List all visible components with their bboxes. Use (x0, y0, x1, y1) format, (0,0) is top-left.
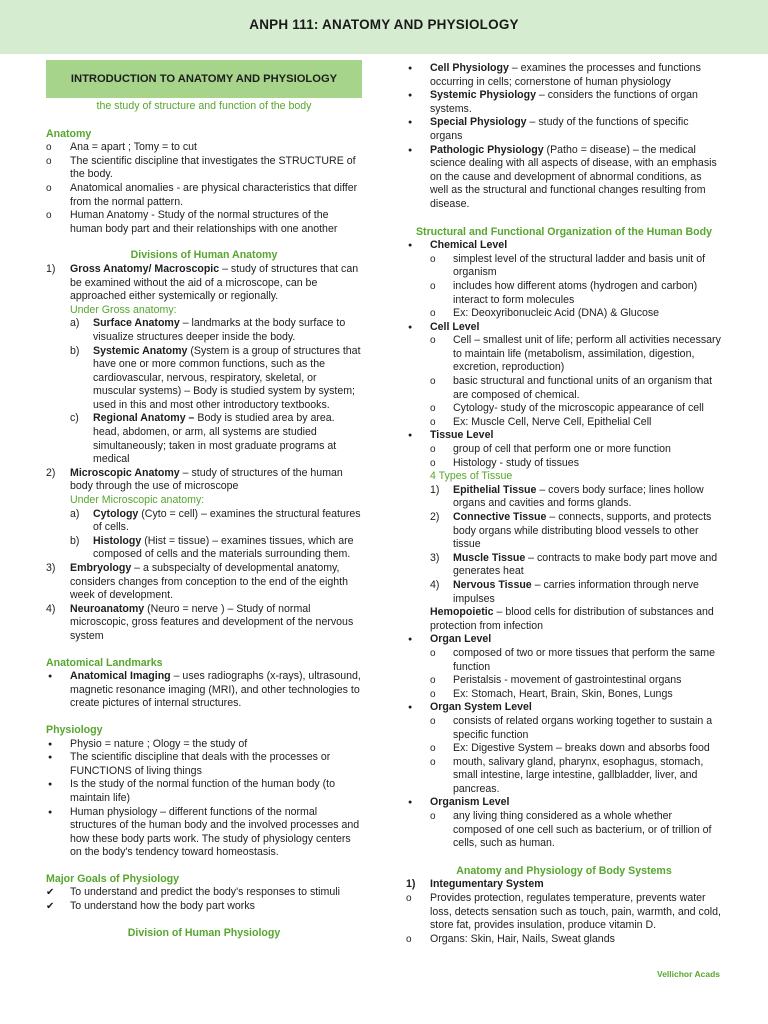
list-item: o includes how different atoms (hydrogen and carbon) interact to form molecules (430, 280, 722, 307)
list-item: 1) Gross Anatomy/ Macroscopic – study of structures that can be examined without the aid of a microscope, can be approached either systemically or regionally. Under Gross anatomy: a) Surface Anatomy – landmarks at the body surface to visualize structures deeper inside the body. b) Systemic Anatomy (System is a group of structures that have one or more common functions, such as the cardiovascular, nervous, respiratory, skeletal, or muscular systems) – Body is studied system by system; used in this and most other introductory textbooks. c) Regional Anatomy – Body is studied area by area. head, abdomen, or arm, all systems are studied simultaneously; taken in most graduate programs at medical (46, 262, 361, 466)
list-item: ● Anatomical Imaging – uses radiographs (x-rays), ultrasound, magnetic resonance imaging (MRI), and other technologies to create pictures of internal structures. (46, 670, 362, 711)
list-item: ✔ To understand how the body part works (46, 900, 362, 914)
list-item: o basic structural and functional units of an organism that are composed of chemical. (430, 375, 722, 402)
landmarks-list (46, 670, 362, 711)
goals-list (46, 886, 362, 913)
tissue-types-label: 4 Types of Tissue (430, 470, 513, 483)
list-item: a) Cytology (Cyto = cell) – examines the structural features of cells. (70, 507, 361, 534)
list-item: o consists of related organs working together to sustain a specific function (430, 715, 722, 742)
list-item: 4) Neuroanatomy (Neuro = nerve ) – Study of normal microscopic, gross features and development of the nervous system (46, 602, 354, 642)
list-item: ● Organism Level o any living thing considered as a whole whether composed of one cell such as bacterium, or of trillion of cells, such as human. (406, 796, 722, 850)
list-item: ● Chemical Level o simplest level of the structural ladder and basis unit of organism o includes how different atoms (hydrogen and carbon) interact to form molecules o Ex: Deoxyribonucleic Acid (DNA) & Glucose (406, 239, 722, 321)
list-item: b) Histology (Hist = tissue) – examines tissues, which are composed of cells and the materials surrounding them. (70, 534, 354, 561)
list-item: ● Organ System Level o consists of related organs working together to sustain a specific function o Ex: Digestive System – breaks down and absorbs food o mouth, salivary gland, pharynx, esophagus, stomach, small intestine, large intestine, gallbladder, liver, and pancreas. (406, 701, 722, 796)
list-item: o Ex: Digestive System – breaks down and absorbs food (430, 742, 722, 756)
list-item: ● Cell Physiology – examines the processes and functions occurring in cells; cornerstone of human physiology (406, 62, 722, 89)
list-item: 3) Embryology – a subspecialty of developmental anatomy, considers changes from conception to the end of the eighth week of development. (46, 562, 348, 602)
body-systems-heading: Anatomy and Physiology of Body Systems (456, 864, 672, 877)
intro-title: INTRODUCTION TO ANATOMY AND PHYSIOLOGY (70, 72, 338, 85)
check-icon (46, 900, 68, 914)
anatomy-list (46, 141, 362, 236)
list-item: b) Systemic Anatomy (System is a group of structures that have one or more common functions, such as the cardiovascular, nervous, respiratory, skeletal, or muscular systems) – Body is studied system by system; used in this and most other introductory textbooks. (70, 344, 361, 411)
organization-heading: Structural and Functional Organization of the Human Body (415, 225, 713, 238)
list-item: o Cell – smallest unit of life; perform all activities necessary to maintain life (metabolism, assimilation, digestion, excretion, reproduction) (430, 334, 722, 375)
levels-list (406, 239, 722, 851)
list-item: ● Special Physiology – study of the functions of specific organs (406, 116, 722, 143)
list-item: 2) Connective Tissue – connects, supports, and protects body organs while distributing blood vessels to other tissue (430, 511, 712, 551)
left-column (46, 60, 362, 940)
intro-subtitle: the study of structure and function of the body (96, 100, 312, 112)
list-item: 3) Muscle Tissue – contracts to make body part move and generates heat (430, 551, 718, 578)
list-item: o Ex: Muscle Cell, Nerve Cell, Epithelial Cell (430, 416, 722, 430)
footer-credit: Vellichor Acads (657, 969, 720, 979)
list-item: o Organs: Skin, Hair, Nails, Sweat glands (406, 933, 722, 947)
check-icon (46, 886, 68, 900)
list-item: c) Regional Anatomy – Body is studied area by area. head, abdomen, or arm, all systems are studied simultaneously; taken in most graduate programs at medical (70, 412, 337, 466)
right-column (406, 62, 722, 946)
list-item: o Histology - study of tissues (430, 457, 722, 471)
list-item: o mouth, salivary gland, pharynx, esophagus, stomach, small intestine, large intestine, gallbladder, liver, and pancreas. (430, 756, 722, 797)
list-item: ● Tissue Level o group of cell that perform one or more function o Histology - study of tissues 4 Types of Tissue 1) Epithelial Tissue – covers body surface; lines hollow organs and cavities and forms glands. 2) Connective Tissue – connects, supports, and protects body organs while distributing blood vessels to other tissue 3) Muscle Tissue – contracts to make body part move and generates heat 4) Nervous Tissue – carries information through nerve impulses Hemopoietic – blood cells for distribution of substances and protection from infection (406, 429, 722, 633)
list-item: o Ex: Deoxyribonucleic Acid (DNA) & Glucose (430, 307, 722, 321)
list-item: 4) Nervous Tissue – carries information through nerve impulses (430, 578, 699, 605)
physiology-list (46, 738, 362, 860)
page-title: ANPH 111: ANATOMY AND PHYSIOLOGY (249, 17, 519, 32)
list-item: o Human Anatomy - Study of the normal structures of the human body part and their relationships with one another (46, 209, 362, 236)
divisions-list (46, 263, 362, 644)
list-item: ● The scientific discipline that deals with the processes or FUNCTIONS of living things (46, 751, 362, 778)
list-item: a) Surface Anatomy – landmarks at the body surface to visualize structures deeper inside the body. (70, 317, 346, 343)
list-item: o group of cell that perform one or more function (430, 443, 722, 457)
list-item: o simplest level of the structural ladder and basis unit of organism (430, 253, 722, 280)
micro-under-label: Under Microscopic anatomy: (70, 494, 205, 507)
list-item: o composed of two or more tissues that perform the same function (430, 647, 722, 674)
physiology-divisions-list (406, 62, 722, 212)
list-item: ● Pathologic Physiology (Patho = disease) – the medical science dealing with all aspects of disease, with an emphasis on the cause and development of abnormal conditions, as well as the structural and functional changes resulting from disease. (406, 144, 722, 212)
page-header (0, 0, 768, 54)
list-item: 1) Epithelial Tissue – covers body surface; lines hollow organs and cavities and forms glands. (430, 483, 704, 510)
division-physiology-heading: Division of Human Physiology (127, 926, 281, 939)
list-item: o Provides protection, regulates temperature, prevents water loss, detects sensation such as touch, pain, warmth, and cold, store fat, provides insulation, produce vitamin D. (406, 892, 722, 933)
list-item: o any living thing considered as a whole whether composed of one cell such as bacterium, or of trillion of cells, such as human. (430, 810, 722, 851)
list-item: ● Cell Level o Cell – smallest unit of life; perform all activities necessary to maintain life (metabolism, assimilation, digestion, excretion, reproduction) o basic structural and functional units of an organism that are composed of chemical. o Cytology- study of the microscopic appearance of cell o Ex: Muscle Cell, Nerve Cell, Epithelial Cell (406, 321, 722, 430)
list-item: ● Systemic Physiology – considers the functions of organ systems. (406, 89, 722, 116)
intro-title-box (46, 60, 362, 98)
integumentary-title: 1) Integumentary System (406, 878, 544, 891)
list-item: ● Is the study of the normal function of the human body (to maintain life) (46, 778, 362, 805)
gross-under-label: Under Gross anatomy: (70, 303, 177, 316)
list-item: o The scientific discipline that investigates the STRUCTURE of the body. (46, 155, 362, 182)
list-item: ● Organ Level o composed of two or more tissues that perform the same function o Peristalsis - movement of gastrointestinal organs o Ex: Stomach, Heart, Brain, Skin, Bones, Lungs (406, 633, 722, 701)
list-item: ✔ To understand and predict the body's responses to stimuli (46, 886, 362, 900)
list-item: ● Human physiology – different functions of the normal structures of the human body and the involved processes and how these body parts work. The study of physiology centers on the body's tendency toward homeostasis. (46, 806, 362, 860)
divisions-heading: Divisions of Human Anatomy (130, 249, 278, 262)
list-item: ● Physio = nature ; Ology = the study of (46, 738, 362, 752)
physiology-heading: Physiology (46, 723, 103, 736)
list-item: o Cytology- study of the microscopic appearance of cell (430, 402, 722, 416)
integumentary-list (406, 892, 722, 946)
list-item: o Anatomical anomalies - are physical characteristics that differ from the normal pattern. (46, 182, 362, 209)
list-item: o Peristalsis - movement of gastrointestinal organs (430, 674, 722, 688)
goals-heading: Major Goals of Physiology (46, 872, 180, 885)
list-item: o Ex: Stomach, Heart, Brain, Skin, Bones, Lungs (430, 688, 722, 702)
list-item: o Ana = apart ; Tomy = to cut (46, 141, 362, 155)
hemopoietic-note: Hemopoietic – blood cells for distribution of substances and protection from infection (430, 606, 714, 632)
anatomy-heading: Anatomy (46, 127, 92, 140)
list-item: 2) Microscopic Anatomy – study of structures of the human body through the use of microscope Under Microscopic anatomy: a) Cytology (Cyto = cell) – examines the structural features of cells. b) Histology (Hist = tissue) – examines tissues, which are composed of cells and the materials surrounding them. (46, 466, 361, 561)
landmarks-heading: Anatomical Landmarks (46, 656, 163, 669)
